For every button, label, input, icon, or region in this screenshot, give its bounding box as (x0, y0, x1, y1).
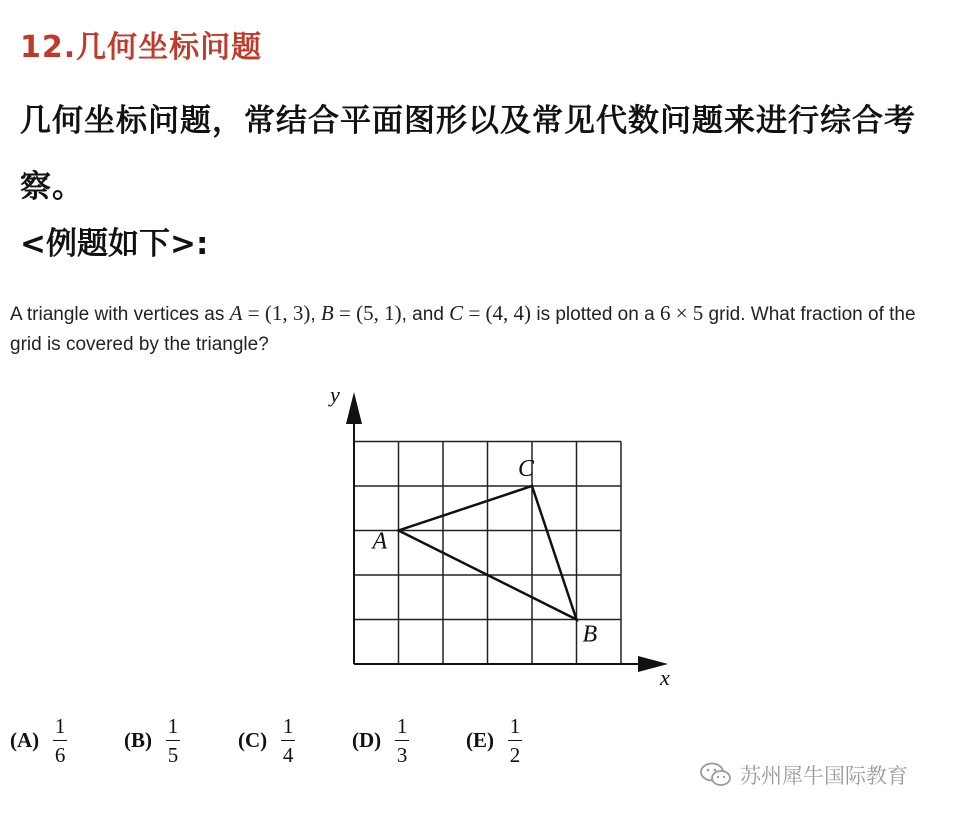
choice-d[interactable] (352, 710, 409, 770)
problem-text-1: A triangle with vertices as (10, 304, 230, 325)
choice-e-fraction (508, 714, 522, 767)
x-axis-label: x (660, 665, 670, 690)
problem-text-3: grid. What fraction of the grid is covered by the triangle? (10, 304, 916, 355)
choice-c-label: (C) (238, 727, 268, 752)
choice-e-denominator: 2 (509, 742, 521, 767)
vertex-b-label: B (582, 621, 598, 648)
fraction-bar (166, 740, 180, 741)
problem-statement (10, 298, 950, 360)
intro-paragraph: 几何坐标问题，常结合平面图形以及常见代数问题来进行综合考察。 (20, 103, 916, 205)
choice-c-fraction (281, 714, 295, 767)
choice-b-numerator: 1 (167, 713, 179, 738)
problem-sep-1: , (310, 304, 321, 325)
triangle-grid-figure (320, 380, 680, 700)
fraction-bar (508, 740, 522, 741)
vertex-b-name: B (320, 301, 334, 325)
vertex-a-coord: = (1, 3) (247, 301, 311, 325)
choice-b[interactable] (124, 710, 180, 770)
vertex-a-label: A (372, 528, 388, 555)
choice-d-label: (D) (352, 727, 382, 752)
vertex-b-coord: = (5, 1) (339, 301, 402, 325)
choice-d-denominator: 3 (396, 742, 408, 767)
vertex-a-name: A (229, 301, 243, 325)
choice-b-label: (B) (124, 727, 152, 752)
choice-b-denominator: 5 (167, 742, 179, 767)
grid (354, 442, 621, 665)
problem-text-2: is plotted on a (531, 304, 660, 325)
choice-d-numerator: 1 (396, 713, 408, 738)
wechat-icon (700, 762, 732, 788)
y-axis-arrow (346, 392, 362, 424)
choice-a[interactable] (10, 710, 67, 770)
choice-a-numerator: 1 (54, 713, 66, 738)
problem-sep-2: , and (401, 304, 450, 325)
fraction-bar (281, 740, 295, 741)
choice-a-denominator: 6 (54, 742, 66, 767)
example-label: <例题如下>: (20, 226, 209, 262)
y-axis-label: y (330, 382, 340, 407)
choice-e-numerator: 1 (509, 713, 521, 738)
fraction-bar (53, 740, 67, 741)
choice-a-label: (A) (10, 727, 40, 752)
vertex-c-label: C (518, 456, 535, 482)
watermark-text: 苏州犀牛国际教育 (740, 764, 908, 788)
choice-c-denominator: 4 (282, 742, 294, 767)
choice-d-fraction (395, 714, 409, 767)
section-title: 12.几何坐标问题 (20, 30, 263, 65)
watermark (700, 760, 908, 790)
choice-a-fraction (53, 714, 67, 767)
choice-e-label: (E) (466, 727, 494, 752)
vertex-c-name: C (449, 301, 464, 325)
vertex-c-coord: = (4, 4) (468, 301, 532, 325)
choice-c[interactable] (238, 710, 295, 770)
choice-c-numerator: 1 (282, 713, 294, 738)
grid-size: 6 × 5 (659, 301, 704, 325)
choice-b-fraction (166, 714, 180, 767)
fraction-bar (395, 740, 409, 741)
choice-e[interactable] (466, 710, 522, 770)
